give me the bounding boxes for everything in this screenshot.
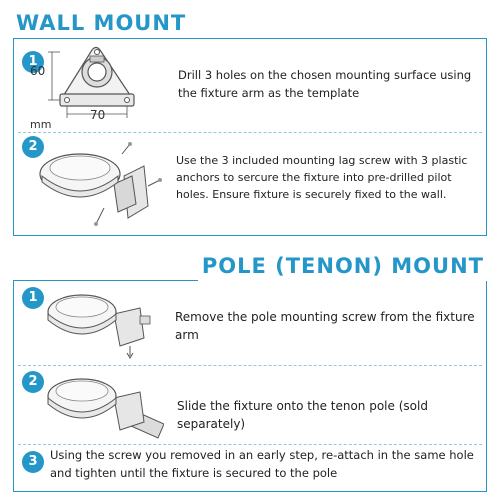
pole-step-divider-1	[18, 365, 482, 366]
pole-mount-title: POLE (TENON) MOUNT	[198, 251, 488, 281]
wall-step-divider	[18, 132, 482, 133]
pole-step-3-badge: 3	[22, 451, 44, 473]
wall-step-2-text: Use the 3 included mounting lag screw with 3 plastic anchors to sercure the fixture into pre-drilled pilot holes. Ensure fixture is securely fixed to the wall.	[176, 154, 468, 201]
wall-fixture-illustration	[36, 136, 166, 232]
pole-step-3-text: Using the screw you removed in an early step, re-attach in the same hole and tighten until the fixture is secured to the pole	[50, 448, 474, 480]
pole-step-2-badge: 2	[22, 371, 44, 393]
dimension-unit-label: mm	[30, 118, 52, 131]
wall-mount-title: WALL MOUNT	[12, 8, 190, 38]
pole-fixture-screw-illustration	[44, 284, 160, 362]
pole-step-divider-2	[18, 444, 482, 445]
wall-step-1-badge: 1	[22, 51, 44, 73]
wall-step-1-text: Drill 3 holes on the chosen mounting surface using the fixture arm as the template	[178, 68, 472, 100]
pole-step-1-text: Remove the pole mounting screw from the fixture arm	[175, 310, 475, 342]
pole-step-1-badge: 1	[22, 287, 44, 309]
dimension-height-label: 60	[30, 64, 46, 78]
dimension-width-label: 70	[90, 108, 106, 122]
wall-step-2-badge: 2	[22, 136, 44, 158]
pole-tenon-illustration	[44, 368, 164, 442]
pole-step-2-text: Slide the fixture onto the tenon pole (sold separately)	[177, 399, 428, 431]
